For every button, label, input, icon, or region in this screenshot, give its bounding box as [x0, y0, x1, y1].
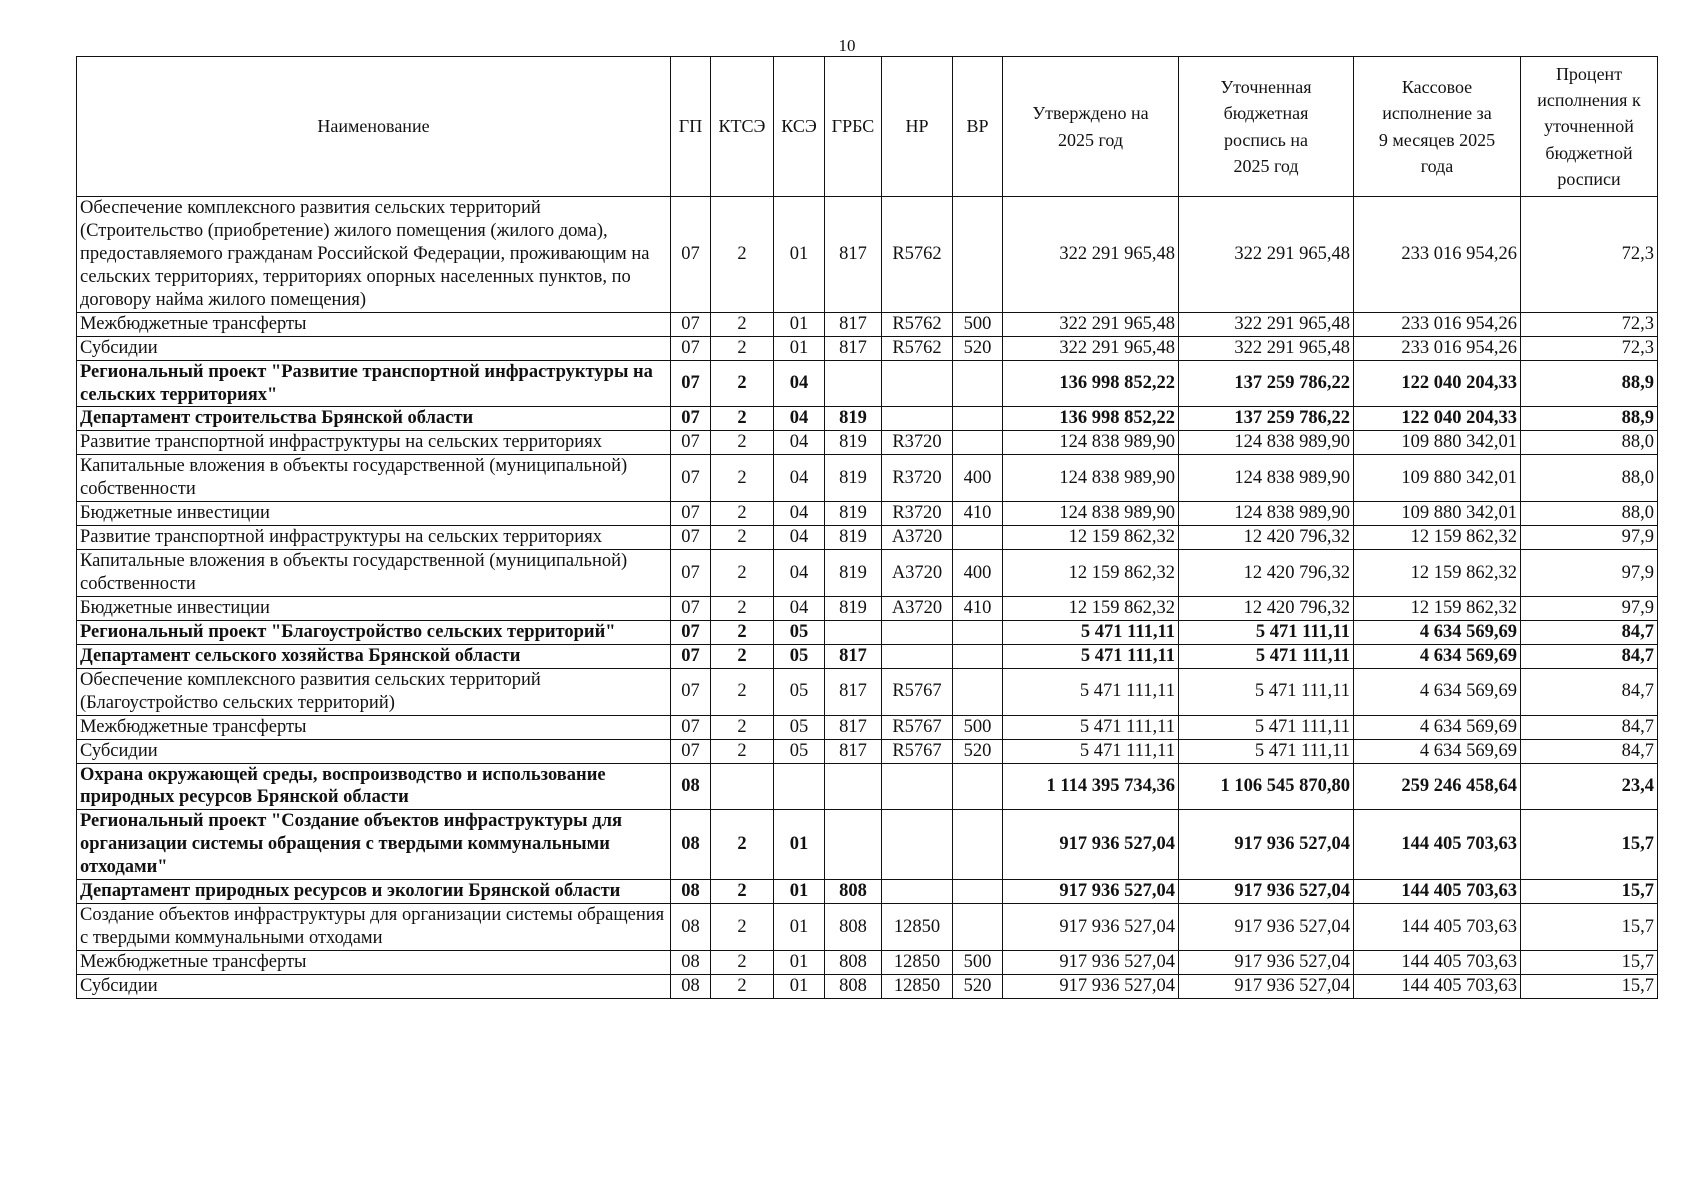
cell-vr: 500 — [953, 951, 1003, 975]
cell-ktse: 2 — [711, 668, 774, 715]
header-percent: Процент исполнения к уточненной бюджетной росписи — [1521, 57, 1658, 197]
cell-cash: 233 016 954,26 — [1354, 197, 1521, 313]
cell-cash: 4 634 569,69 — [1354, 715, 1521, 739]
cell-ktse: 2 — [711, 951, 774, 975]
cell-cash: 12 159 862,32 — [1354, 550, 1521, 597]
cell-nr: 12850 — [882, 904, 953, 951]
table-row — [77, 880, 1658, 904]
cell-percent: 23,4 — [1521, 763, 1658, 810]
cell-approved: 917 936 527,04 — [1003, 880, 1179, 904]
table-row — [77, 407, 1658, 431]
cell-kse: 01 — [774, 880, 825, 904]
cell-refined: 322 291 965,48 — [1179, 336, 1354, 360]
cell-grbs: 819 — [825, 407, 882, 431]
budget-table — [76, 56, 1658, 999]
cell-gp: 07 — [671, 502, 711, 526]
cell-name: Бюджетные инвестиции — [77, 596, 671, 620]
cell-vr — [953, 526, 1003, 550]
cell-grbs: 817 — [825, 312, 882, 336]
header-refined: Уточненная бюджетная роспись на 2025 год — [1179, 57, 1354, 197]
cell-percent: 88,0 — [1521, 502, 1658, 526]
cell-cash: 4 634 569,69 — [1354, 668, 1521, 715]
cell-percent: 88,0 — [1521, 455, 1658, 502]
cell-vr: 410 — [953, 502, 1003, 526]
cell-kse: 01 — [774, 197, 825, 313]
cell-percent: 72,3 — [1521, 312, 1658, 336]
cell-approved: 12 159 862,32 — [1003, 550, 1179, 597]
page-number: 10 — [838, 36, 856, 55]
cell-nr: А3720 — [882, 596, 953, 620]
cell-name: Бюджетные инвестиции — [77, 502, 671, 526]
cell-cash: 109 880 342,01 — [1354, 431, 1521, 455]
cell-cash: 4 634 569,69 — [1354, 644, 1521, 668]
header-vr: ВР — [953, 57, 1003, 197]
cell-cash: 144 405 703,63 — [1354, 974, 1521, 998]
header-name: Наименование — [77, 57, 671, 197]
cell-approved: 5 471 111,11 — [1003, 644, 1179, 668]
cell-ktse: 2 — [711, 526, 774, 550]
cell-kse: 04 — [774, 526, 825, 550]
cell-name: Межбюджетные трансферты — [77, 715, 671, 739]
table-row — [77, 526, 1658, 550]
cell-name: Департамент строительства Брянской области — [77, 407, 671, 431]
cell-ktse: 2 — [711, 880, 774, 904]
cell-name: Создание объектов инфраструктуры для организации системы обращения с твердыми коммунальными отходами — [77, 904, 671, 951]
cell-gp: 07 — [671, 620, 711, 644]
cell-ktse: 2 — [711, 715, 774, 739]
cell-grbs — [825, 620, 882, 644]
cell-vr — [953, 763, 1003, 810]
cell-gp: 08 — [671, 951, 711, 975]
cell-ktse: 2 — [711, 336, 774, 360]
cell-gp: 07 — [671, 455, 711, 502]
cell-refined: 124 838 989,90 — [1179, 502, 1354, 526]
cell-vr — [953, 904, 1003, 951]
cell-kse: 04 — [774, 407, 825, 431]
cell-approved: 917 936 527,04 — [1003, 974, 1179, 998]
cell-refined: 124 838 989,90 — [1179, 431, 1354, 455]
cell-ktse: 2 — [711, 596, 774, 620]
cell-cash: 259 246 458,64 — [1354, 763, 1521, 810]
header-kse: КСЭ — [774, 57, 825, 197]
cell-vr — [953, 668, 1003, 715]
table-row — [77, 336, 1658, 360]
cell-vr: 500 — [953, 312, 1003, 336]
cell-kse: 04 — [774, 360, 825, 407]
cell-nr — [882, 620, 953, 644]
cell-vr: 400 — [953, 550, 1003, 597]
table-row — [77, 596, 1658, 620]
cell-gp: 08 — [671, 763, 711, 810]
cell-gp: 08 — [671, 880, 711, 904]
cell-name: Региональный проект "Создание объектов инфраструктуры для организации системы обращения с твердыми коммунальными отходами" — [77, 810, 671, 880]
cell-nr — [882, 407, 953, 431]
cell-ktse: 2 — [711, 810, 774, 880]
cell-percent: 72,3 — [1521, 197, 1658, 313]
cell-grbs: 817 — [825, 336, 882, 360]
table-row — [77, 360, 1658, 407]
cell-cash: 109 880 342,01 — [1354, 455, 1521, 502]
table-body — [77, 197, 1658, 999]
cell-name: Развитие транспортной инфраструктуры на сельских территориях — [77, 431, 671, 455]
cell-vr — [953, 407, 1003, 431]
cell-approved: 322 291 965,48 — [1003, 336, 1179, 360]
cell-refined: 12 420 796,32 — [1179, 526, 1354, 550]
cell-cash: 233 016 954,26 — [1354, 312, 1521, 336]
header-grbs: ГРБС — [825, 57, 882, 197]
cell-ktse: 2 — [711, 644, 774, 668]
cell-name: Департамент сельского хозяйства Брянской области — [77, 644, 671, 668]
cell-kse: 01 — [774, 336, 825, 360]
cell-approved: 5 471 111,11 — [1003, 715, 1179, 739]
cell-approved: 136 998 852,22 — [1003, 407, 1179, 431]
cell-gp: 07 — [671, 360, 711, 407]
cell-vr: 400 — [953, 455, 1003, 502]
cell-nr — [882, 880, 953, 904]
cell-name: Обеспечение комплексного развития сельских территорий (Строительство (приобретение) жилого помещения (жилого дома), предоставляемого гражданам Российской Федерации, проживающим на сельских территориях, территориях опорных населенных пунктов, по договору найма жилого помещения) — [77, 197, 671, 313]
cell-ktse: 2 — [711, 974, 774, 998]
cell-kse: 05 — [774, 620, 825, 644]
cell-ktse: 2 — [711, 550, 774, 597]
cell-gp: 07 — [671, 336, 711, 360]
cell-approved: 5 471 111,11 — [1003, 739, 1179, 763]
cell-cash: 144 405 703,63 — [1354, 880, 1521, 904]
cell-nr — [882, 810, 953, 880]
cell-ktse: 2 — [711, 455, 774, 502]
cell-gp: 08 — [671, 810, 711, 880]
cell-gp: 07 — [671, 668, 711, 715]
cell-percent: 88,9 — [1521, 407, 1658, 431]
cell-refined: 322 291 965,48 — [1179, 197, 1354, 313]
cell-cash: 12 159 862,32 — [1354, 596, 1521, 620]
cell-gp: 07 — [671, 312, 711, 336]
cell-grbs: 819 — [825, 596, 882, 620]
cell-name: Межбюджетные трансферты — [77, 951, 671, 975]
cell-percent: 97,9 — [1521, 526, 1658, 550]
cell-grbs — [825, 763, 882, 810]
cell-percent: 84,7 — [1521, 715, 1658, 739]
cell-ktse: 2 — [711, 502, 774, 526]
cell-name: Обеспечение комплексного развития сельских территорий (Благоустройство сельских территорий) — [77, 668, 671, 715]
table-header — [77, 57, 1658, 197]
cell-refined: 917 936 527,04 — [1179, 951, 1354, 975]
cell-vr — [953, 810, 1003, 880]
table-row — [77, 644, 1658, 668]
cell-ktse — [711, 763, 774, 810]
header-row — [77, 57, 1658, 197]
table-row — [77, 431, 1658, 455]
cell-percent: 84,7 — [1521, 739, 1658, 763]
cell-percent: 84,7 — [1521, 644, 1658, 668]
cell-approved: 124 838 989,90 — [1003, 431, 1179, 455]
cell-ktse: 2 — [711, 360, 774, 407]
cell-gp: 07 — [671, 407, 711, 431]
cell-nr: R3720 — [882, 455, 953, 502]
table-row — [77, 455, 1658, 502]
cell-ktse: 2 — [711, 620, 774, 644]
cell-cash: 109 880 342,01 — [1354, 502, 1521, 526]
table-row — [77, 904, 1658, 951]
cell-nr: R5767 — [882, 739, 953, 763]
cell-percent: 88,9 — [1521, 360, 1658, 407]
cell-vr: 520 — [953, 336, 1003, 360]
cell-ktse: 2 — [711, 197, 774, 313]
cell-approved: 322 291 965,48 — [1003, 312, 1179, 336]
cell-vr: 500 — [953, 715, 1003, 739]
cell-kse: 01 — [774, 312, 825, 336]
cell-kse: 01 — [774, 810, 825, 880]
cell-kse: 05 — [774, 739, 825, 763]
cell-refined: 5 471 111,11 — [1179, 620, 1354, 644]
cell-approved: 124 838 989,90 — [1003, 502, 1179, 526]
cell-grbs: 819 — [825, 526, 882, 550]
cell-percent: 84,7 — [1521, 668, 1658, 715]
cell-kse: 04 — [774, 502, 825, 526]
cell-name: Межбюджетные трансферты — [77, 312, 671, 336]
cell-percent: 15,7 — [1521, 974, 1658, 998]
cell-ktse: 2 — [711, 431, 774, 455]
cell-refined: 5 471 111,11 — [1179, 715, 1354, 739]
cell-nr: R5767 — [882, 668, 953, 715]
cell-ktse: 2 — [711, 312, 774, 336]
table-row — [77, 620, 1658, 644]
cell-approved: 917 936 527,04 — [1003, 904, 1179, 951]
cell-approved: 12 159 862,32 — [1003, 596, 1179, 620]
cell-kse: 05 — [774, 715, 825, 739]
cell-name: Региональный проект "Развитие транспортной инфраструктуры на сельских территориях" — [77, 360, 671, 407]
cell-refined: 5 471 111,11 — [1179, 739, 1354, 763]
cell-percent: 15,7 — [1521, 880, 1658, 904]
cell-percent: 88,0 — [1521, 431, 1658, 455]
cell-name: Региональный проект "Благоустройство сельских территорий" — [77, 620, 671, 644]
cell-grbs: 819 — [825, 502, 882, 526]
header-cash: Кассовое исполнение за 9 месяцев 2025 года — [1354, 57, 1521, 197]
cell-name: Капитальные вложения в объекты государственной (муниципальной) собственности — [77, 550, 671, 597]
cell-approved: 917 936 527,04 — [1003, 951, 1179, 975]
cell-nr: R5762 — [882, 312, 953, 336]
cell-grbs: 808 — [825, 974, 882, 998]
cell-vr: 410 — [953, 596, 1003, 620]
cell-grbs: 817 — [825, 739, 882, 763]
cell-gp: 08 — [671, 974, 711, 998]
cell-nr — [882, 644, 953, 668]
cell-percent: 84,7 — [1521, 620, 1658, 644]
cell-cash: 144 405 703,63 — [1354, 951, 1521, 975]
cell-grbs: 817 — [825, 644, 882, 668]
cell-refined: 917 936 527,04 — [1179, 974, 1354, 998]
cell-gp: 07 — [671, 550, 711, 597]
cell-gp: 07 — [671, 596, 711, 620]
cell-kse: 01 — [774, 904, 825, 951]
cell-percent: 72,3 — [1521, 336, 1658, 360]
cell-nr: R5762 — [882, 336, 953, 360]
cell-name: Охрана окружающей среды, воспроизводство и использование природных ресурсов Брянской области — [77, 763, 671, 810]
table-row — [77, 715, 1658, 739]
cell-vr: 520 — [953, 739, 1003, 763]
cell-cash: 144 405 703,63 — [1354, 810, 1521, 880]
cell-grbs: 808 — [825, 904, 882, 951]
cell-ktse: 2 — [711, 407, 774, 431]
cell-kse: 05 — [774, 668, 825, 715]
cell-approved: 136 998 852,22 — [1003, 360, 1179, 407]
cell-refined: 5 471 111,11 — [1179, 668, 1354, 715]
cell-vr — [953, 431, 1003, 455]
cell-nr — [882, 360, 953, 407]
cell-name: Развитие транспортной инфраструктуры на сельских территориях — [77, 526, 671, 550]
cell-vr — [953, 360, 1003, 407]
cell-percent: 15,7 — [1521, 810, 1658, 880]
cell-approved: 322 291 965,48 — [1003, 197, 1179, 313]
cell-approved: 5 471 111,11 — [1003, 620, 1179, 644]
cell-kse: 04 — [774, 596, 825, 620]
cell-approved: 5 471 111,11 — [1003, 668, 1179, 715]
cell-approved: 917 936 527,04 — [1003, 810, 1179, 880]
cell-name: Субсидии — [77, 336, 671, 360]
cell-gp: 07 — [671, 644, 711, 668]
cell-gp: 07 — [671, 197, 711, 313]
cell-grbs: 817 — [825, 668, 882, 715]
cell-percent: 15,7 — [1521, 951, 1658, 975]
cell-refined: 917 936 527,04 — [1179, 880, 1354, 904]
cell-cash: 144 405 703,63 — [1354, 904, 1521, 951]
cell-refined: 12 420 796,32 — [1179, 596, 1354, 620]
cell-name: Субсидии — [77, 974, 671, 998]
cell-percent: 97,9 — [1521, 550, 1658, 597]
header-nr: НР — [882, 57, 953, 197]
cell-kse: 05 — [774, 644, 825, 668]
cell-nr: R5762 — [882, 197, 953, 313]
cell-kse — [774, 763, 825, 810]
cell-name: Субсидии — [77, 739, 671, 763]
cell-cash: 12 159 862,32 — [1354, 526, 1521, 550]
cell-nr: 12850 — [882, 974, 953, 998]
table-row — [77, 810, 1658, 880]
cell-approved: 124 838 989,90 — [1003, 455, 1179, 502]
cell-gp: 07 — [671, 431, 711, 455]
cell-grbs: 817 — [825, 715, 882, 739]
cell-nr: R5767 — [882, 715, 953, 739]
cell-cash: 4 634 569,69 — [1354, 739, 1521, 763]
cell-nr: R3720 — [882, 502, 953, 526]
cell-percent: 15,7 — [1521, 904, 1658, 951]
cell-gp: 07 — [671, 715, 711, 739]
cell-grbs: 808 — [825, 951, 882, 975]
cell-grbs: 819 — [825, 431, 882, 455]
table-row — [77, 502, 1658, 526]
table-row — [77, 197, 1658, 313]
cell-vr — [953, 644, 1003, 668]
cell-name: Департамент природных ресурсов и экологии Брянской области — [77, 880, 671, 904]
cell-refined: 917 936 527,04 — [1179, 904, 1354, 951]
cell-ktse: 2 — [711, 739, 774, 763]
cell-cash: 4 634 569,69 — [1354, 620, 1521, 644]
table-row — [77, 668, 1658, 715]
table-row — [77, 550, 1658, 597]
cell-grbs — [825, 360, 882, 407]
cell-cash: 122 040 204,33 — [1354, 407, 1521, 431]
cell-vr — [953, 620, 1003, 644]
cell-grbs — [825, 810, 882, 880]
cell-approved: 1 114 395 734,36 — [1003, 763, 1179, 810]
header-gp: ГП — [671, 57, 711, 197]
cell-refined: 137 259 786,22 — [1179, 360, 1354, 407]
cell-nr: А3720 — [882, 550, 953, 597]
cell-name: Капитальные вложения в объекты государственной (муниципальной) собственности — [77, 455, 671, 502]
cell-grbs: 819 — [825, 455, 882, 502]
cell-approved: 12 159 862,32 — [1003, 526, 1179, 550]
cell-grbs: 819 — [825, 550, 882, 597]
cell-nr: А3720 — [882, 526, 953, 550]
cell-vr: 520 — [953, 974, 1003, 998]
cell-refined: 322 291 965,48 — [1179, 312, 1354, 336]
cell-kse: 04 — [774, 550, 825, 597]
cell-gp: 07 — [671, 739, 711, 763]
cell-vr — [953, 197, 1003, 313]
cell-grbs: 808 — [825, 880, 882, 904]
header-approved: Утверждено на 2025 год — [1003, 57, 1179, 197]
table-row — [77, 739, 1658, 763]
cell-nr: R3720 — [882, 431, 953, 455]
cell-refined: 5 471 111,11 — [1179, 644, 1354, 668]
cell-kse: 01 — [774, 951, 825, 975]
cell-kse: 01 — [774, 974, 825, 998]
cell-refined: 12 420 796,32 — [1179, 550, 1354, 597]
cell-gp: 08 — [671, 904, 711, 951]
cell-vr — [953, 880, 1003, 904]
table-row — [77, 763, 1658, 810]
cell-cash: 233 016 954,26 — [1354, 336, 1521, 360]
cell-refined: 1 106 545 870,80 — [1179, 763, 1354, 810]
cell-nr — [882, 763, 953, 810]
table-row — [77, 312, 1658, 336]
cell-grbs: 817 — [825, 197, 882, 313]
header-ktse: КТСЭ — [711, 57, 774, 197]
cell-nr: 12850 — [882, 951, 953, 975]
cell-kse: 04 — [774, 455, 825, 502]
cell-refined: 137 259 786,22 — [1179, 407, 1354, 431]
cell-gp: 07 — [671, 526, 711, 550]
table-row — [77, 951, 1658, 975]
cell-percent: 97,9 — [1521, 596, 1658, 620]
table-row — [77, 974, 1658, 998]
cell-cash: 122 040 204,33 — [1354, 360, 1521, 407]
cell-ktse: 2 — [711, 904, 774, 951]
cell-refined: 917 936 527,04 — [1179, 810, 1354, 880]
cell-kse: 04 — [774, 431, 825, 455]
cell-refined: 124 838 989,90 — [1179, 455, 1354, 502]
